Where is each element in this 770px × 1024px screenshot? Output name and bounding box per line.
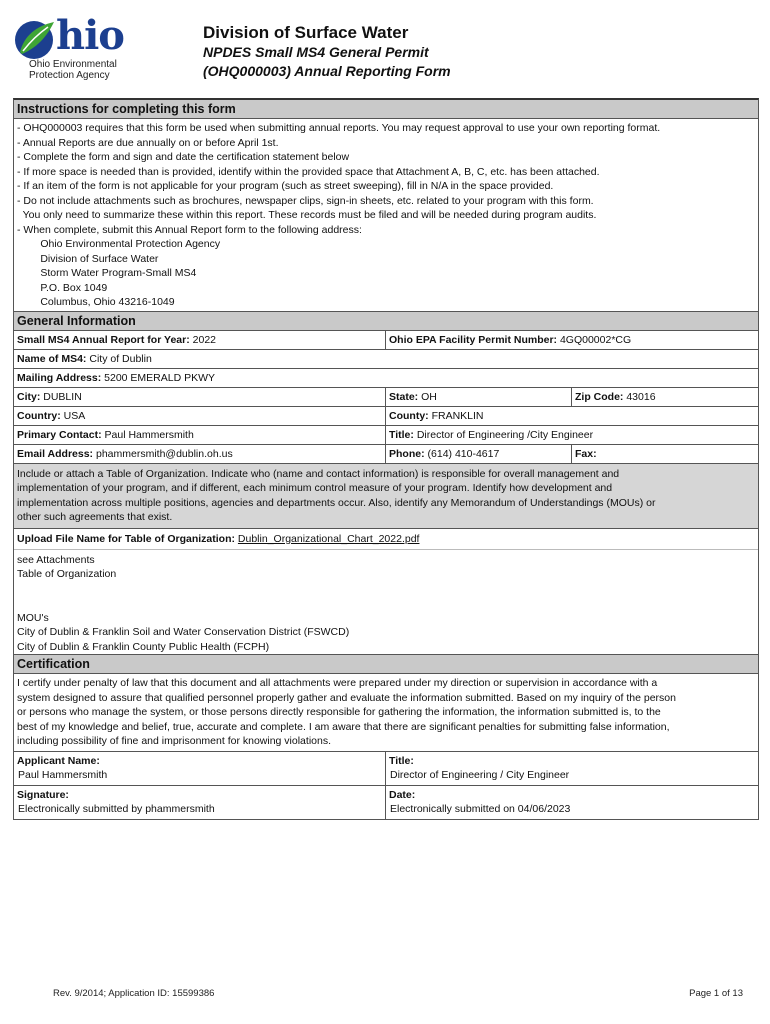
signature-field[interactable]: Signature: Electronically submitted by phammersmith bbox=[14, 786, 386, 819]
upload-file-row bbox=[14, 529, 758, 550]
instruction-line: - If an item of the form is not applicable for your program (such as street sweeping), fill in N/A in the space provided. bbox=[17, 180, 554, 192]
instruction-line: - Annual Reports are due annually on or before April 1st. bbox=[17, 136, 279, 149]
org-instruction-line: Include or attach a Table of Organization. Indicate who (name and contact information) is responsible for overall management and bbox=[17, 467, 620, 480]
general-info-heading: General Information bbox=[14, 312, 758, 331]
org-instruction-line: implementation across multiple positions, agencies and departments occur. Also, identify any Memorandum of Understandings (MOUs) or bbox=[17, 496, 656, 509]
logo-subtitle: Ohio Environmental Protection Agency bbox=[29, 59, 117, 81]
applicant-row bbox=[14, 752, 758, 786]
address-line: Columbus, Ohio 43216-1049 bbox=[17, 296, 175, 308]
address-line: Division of Surface Water bbox=[17, 252, 159, 265]
address-line: Ohio Environmental Protection Agency bbox=[17, 238, 221, 250]
report-year-row bbox=[14, 331, 758, 350]
response-line: Table of Organization bbox=[17, 568, 117, 580]
upload-label: Upload File Name for Table of Organization: bbox=[17, 532, 235, 545]
logo-wordmark: hio bbox=[56, 12, 124, 59]
revision-footer: Rev. 9/2014; Application ID: 15599386 bbox=[53, 988, 215, 999]
city-row bbox=[14, 388, 758, 407]
country-field[interactable]: Country: USA bbox=[14, 407, 386, 425]
response-line: see Attachments bbox=[17, 553, 95, 566]
mailing-address-field[interactable]: Mailing Address: 5200 EMERALD PKWY bbox=[17, 371, 216, 384]
signature-row bbox=[14, 786, 758, 819]
response-line: City of Dublin & Franklin Soil and Water Conservation District (FSWCD) bbox=[17, 626, 350, 638]
report-year-field[interactable]: Small MS4 Annual Report for Year: 2022 bbox=[14, 331, 386, 349]
response-line: City of Dublin & Franklin County Public Health (FCPH) bbox=[17, 640, 270, 653]
organization-instructions bbox=[14, 464, 758, 529]
response-line bbox=[17, 582, 755, 597]
form-subtitle: (OHQ000003) Annual Reporting Form bbox=[203, 63, 451, 79]
annual-report-form bbox=[13, 98, 759, 820]
instruction-line: - When complete, submit this Annual Report form to the following address: bbox=[17, 223, 362, 236]
form-titles bbox=[203, 22, 451, 81]
upload-file-link[interactable]: Dublin_Organizational_Chart_2022.pdf bbox=[237, 532, 420, 545]
response-line bbox=[17, 596, 755, 611]
page-header bbox=[14, 12, 759, 96]
applicant-title-field[interactable]: Title: Director of Engineering / City Engineer bbox=[389, 754, 570, 781]
instruction-line: - Complete the form and sign and date the certification statement below bbox=[17, 151, 350, 163]
org-instruction-line: implementation of your program, and if different, each minimum control measure of your program. Identify how development and bbox=[17, 482, 613, 494]
zip-field[interactable]: Zip Code: 43016 bbox=[575, 390, 656, 403]
permit-number-field[interactable]: Ohio EPA Facility Permit Number: 4GQ00002*CG bbox=[389, 333, 632, 346]
city-field[interactable]: City: DUBLIN bbox=[14, 388, 386, 406]
email-row bbox=[14, 445, 758, 464]
email-field[interactable]: Email Address: phammersmith@dublin.oh.us bbox=[14, 445, 386, 463]
instructions-heading: Instructions for completing this form bbox=[14, 100, 758, 119]
country-row bbox=[14, 407, 758, 426]
applicant-name-field[interactable]: Applicant Name: Paul Hammersmith bbox=[14, 752, 386, 785]
address-line: P.O. Box 1049 bbox=[17, 281, 108, 294]
page-number: Page 1 of 13 bbox=[689, 988, 743, 999]
ms4-name-row bbox=[14, 350, 758, 369]
county-field[interactable]: County: FRANKLIN bbox=[389, 409, 484, 422]
certification-heading: Certification bbox=[14, 655, 758, 674]
division-title: Division of Surface Water bbox=[203, 23, 409, 42]
fax-field[interactable]: Fax: bbox=[575, 447, 597, 460]
instruction-line: - If more space is needed than is provided, identify within the provided space that Attachment A, B, C, etc. has been attached. bbox=[17, 165, 600, 178]
instruction-line: - Do not include attachments such as brochures, newspaper clips, sign-in sheets, etc. related to your program with this form. bbox=[17, 194, 594, 207]
instruction-line: - OHQ000003 requires that this form be used when submitting annual reports. You may request approval to use your own reporting format. bbox=[17, 122, 661, 134]
instruction-line: You only need to summarize these within this report. These records must be filed and will be needed during program audits. bbox=[17, 209, 597, 221]
organization-response[interactable] bbox=[14, 550, 758, 656]
mailing-address-row bbox=[14, 369, 758, 388]
primary-contact-field[interactable]: Primary Contact: Paul Hammersmith bbox=[14, 426, 386, 444]
ohio-epa-logo bbox=[14, 12, 144, 86]
phone-field[interactable]: Phone: (614) 410-4617 bbox=[386, 445, 572, 463]
date-field[interactable]: Date: Electronically submitted on 04/06/2023 bbox=[389, 788, 571, 815]
address-line: Storm Water Program-Small MS4 bbox=[17, 267, 197, 279]
instructions-text bbox=[14, 119, 758, 312]
contact-row bbox=[14, 426, 758, 445]
response-line: MOU's bbox=[17, 611, 49, 624]
ms4-name-field[interactable]: Name of MS4: City of Dublin bbox=[17, 352, 152, 365]
org-instruction-line: other such agreements that exist. bbox=[17, 511, 173, 523]
permit-subtitle: NPDES Small MS4 General Permit bbox=[203, 44, 429, 60]
state-field[interactable]: State: OH bbox=[386, 388, 572, 406]
certification-statement: I certify under penalty of law that this document and all attachments were prepared under my direction or supervision in accordance with a system designed to assure that qualified personnel properly gather and evaluate the information submitted. Based on my inquiry of the person or persons who manage the system, or those persons directly responsible for gathering the information, the information submitted is, to the best of my knowledge and belief, true, accurate and complete. I am aware that there are significant penalties for submitting false information, including possibility of fine and imprisonment for knowing violations. bbox=[14, 674, 758, 752]
contact-title-field[interactable]: Title: Director of Engineering /City Engineer bbox=[389, 428, 594, 441]
